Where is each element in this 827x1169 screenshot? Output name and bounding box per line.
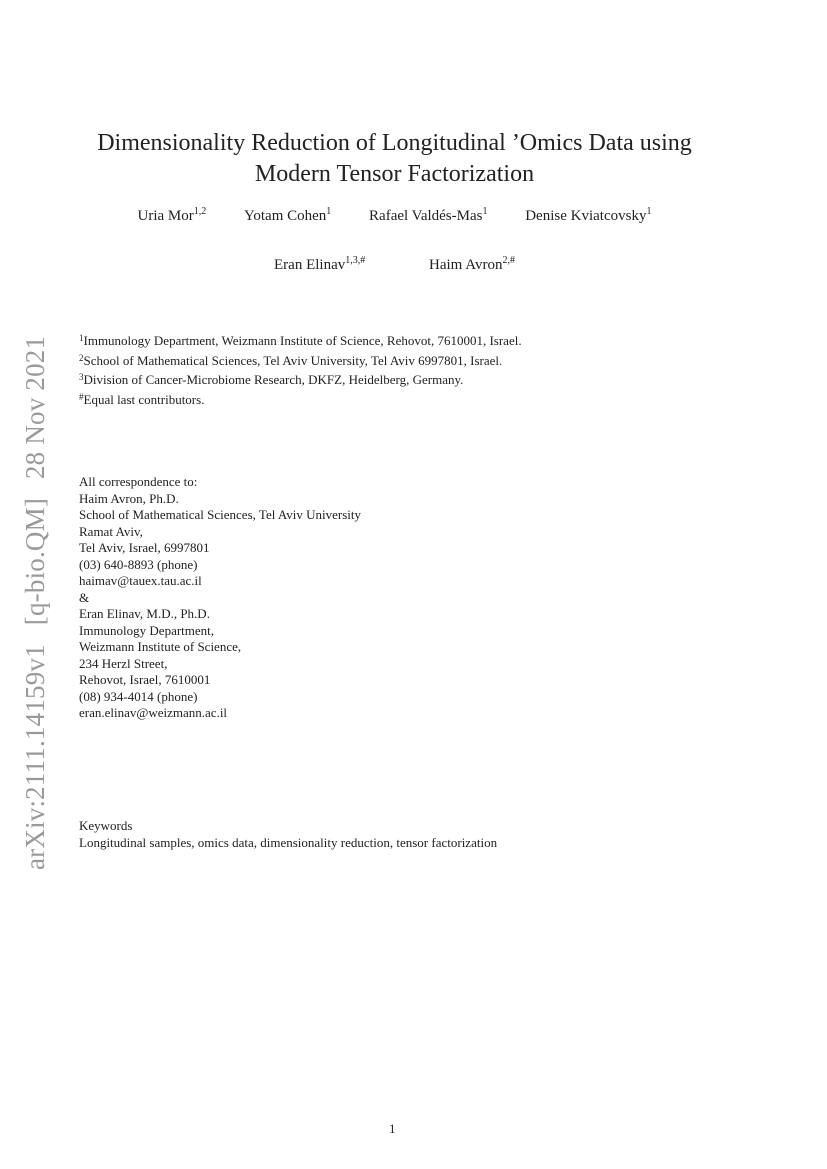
affiliation-text: Equal last contributors.: [83, 391, 205, 407]
affiliation: [79, 389, 522, 409]
correspondence-email: haimav@tauex.tau.ac.il: [79, 573, 202, 588]
correspondence-phone: (08) 934-4014 (phone): [79, 688, 198, 704]
arxiv-id: arXiv:2111.14159v1: [20, 644, 50, 870]
author-name: Yotam Cohen: [244, 208, 327, 224]
affiliation-text: Division of Cancer-Microbiome Research, DKFZ, Heidelberg, Germany.: [83, 372, 464, 387]
author-affiliation-mark: 1: [482, 206, 488, 217]
title-line-1: Dimensionality Reduction of Longitudinal ’Omics Data using: [97, 130, 692, 156]
correspondence-phone: (03) 640-8893 (phone): [79, 556, 198, 572]
author-affiliation-mark: 1: [646, 206, 652, 217]
correspondence-block: [79, 474, 361, 722]
arxiv-date: 28 Nov 2021: [20, 335, 50, 480]
author-list-row-2: [0, 255, 789, 274]
title-line-2: Modern Tensor Factorization: [254, 161, 535, 187]
affiliation: [79, 330, 522, 350]
affiliation-mark: 2: [79, 352, 84, 363]
correspondence-line: Eran Elinav, M.D., Ph.D.: [79, 606, 210, 621]
author-name: Eran Elinav: [274, 257, 346, 273]
author-affiliation-mark: 1,2: [193, 206, 207, 217]
author-name: Uria Mor: [137, 208, 194, 224]
author: [244, 206, 331, 225]
author-name: Haim Avron: [429, 257, 503, 273]
affiliation: [79, 350, 522, 370]
affiliation: [79, 369, 522, 389]
correspondence-line: 234 Herzl Street,: [79, 655, 168, 671]
arxiv-stamp: [20, 324, 51, 870]
author-affiliation-mark: 1,3,#: [345, 255, 366, 266]
author: [525, 206, 651, 225]
affiliation-text: Immunology Department, Weizmann Institute of Science, Rehovot, 7610001, Israel.: [83, 333, 522, 348]
correspondence-line: School of Mathematical Sciences, Tel Aviv University: [79, 507, 362, 522]
correspondence-line: Haim Avron, Ph.D.: [79, 490, 179, 506]
author-name: Denise Kviatcovsky: [525, 208, 647, 224]
paper-title: [0, 128, 789, 190]
author: [138, 206, 207, 225]
affiliation-mark: 1: [79, 333, 84, 343]
correspondence-line: Weizmann Institute of Science,: [79, 639, 242, 654]
keywords-block: [79, 818, 497, 851]
correspondence-separator: &: [79, 589, 90, 605]
author-affiliation-mark: 2,#: [502, 255, 515, 266]
author-name: Rafael Valdés-Mas: [369, 208, 483, 224]
page-number: 1: [389, 1121, 396, 1136]
author: [369, 206, 487, 225]
correspondence-line: Tel Aviv, Israel, 6997801: [79, 540, 210, 555]
correspondence-line: Rehovot, Israel, 7610001: [79, 672, 211, 687]
correspondence-line: Immunology Department,: [79, 622, 215, 638]
correspondence-heading: All correspondence to:: [79, 474, 198, 489]
author: [274, 255, 365, 274]
affiliation-mark: #: [79, 391, 84, 402]
affiliations: [79, 330, 522, 408]
correspondence-line: Ramat Aviv,: [79, 523, 143, 539]
author: [429, 255, 515, 274]
keywords-text: Longitudinal samples, omics data, dimensionality reduction, tensor factorization: [79, 834, 498, 850]
author-list-row-1: [0, 206, 789, 225]
correspondence-email: eran.elinav@weizmann.ac.il: [79, 705, 228, 720]
affiliation-mark: 3: [79, 372, 84, 382]
keywords-heading: Keywords: [79, 818, 133, 833]
affiliation-text: School of Mathematical Sciences, Tel Aviv University, Tel Aviv 6997801, Israel.: [83, 352, 503, 368]
arxiv-category: [q-bio.QM]: [20, 497, 50, 626]
author-affiliation-mark: 1: [326, 206, 332, 217]
